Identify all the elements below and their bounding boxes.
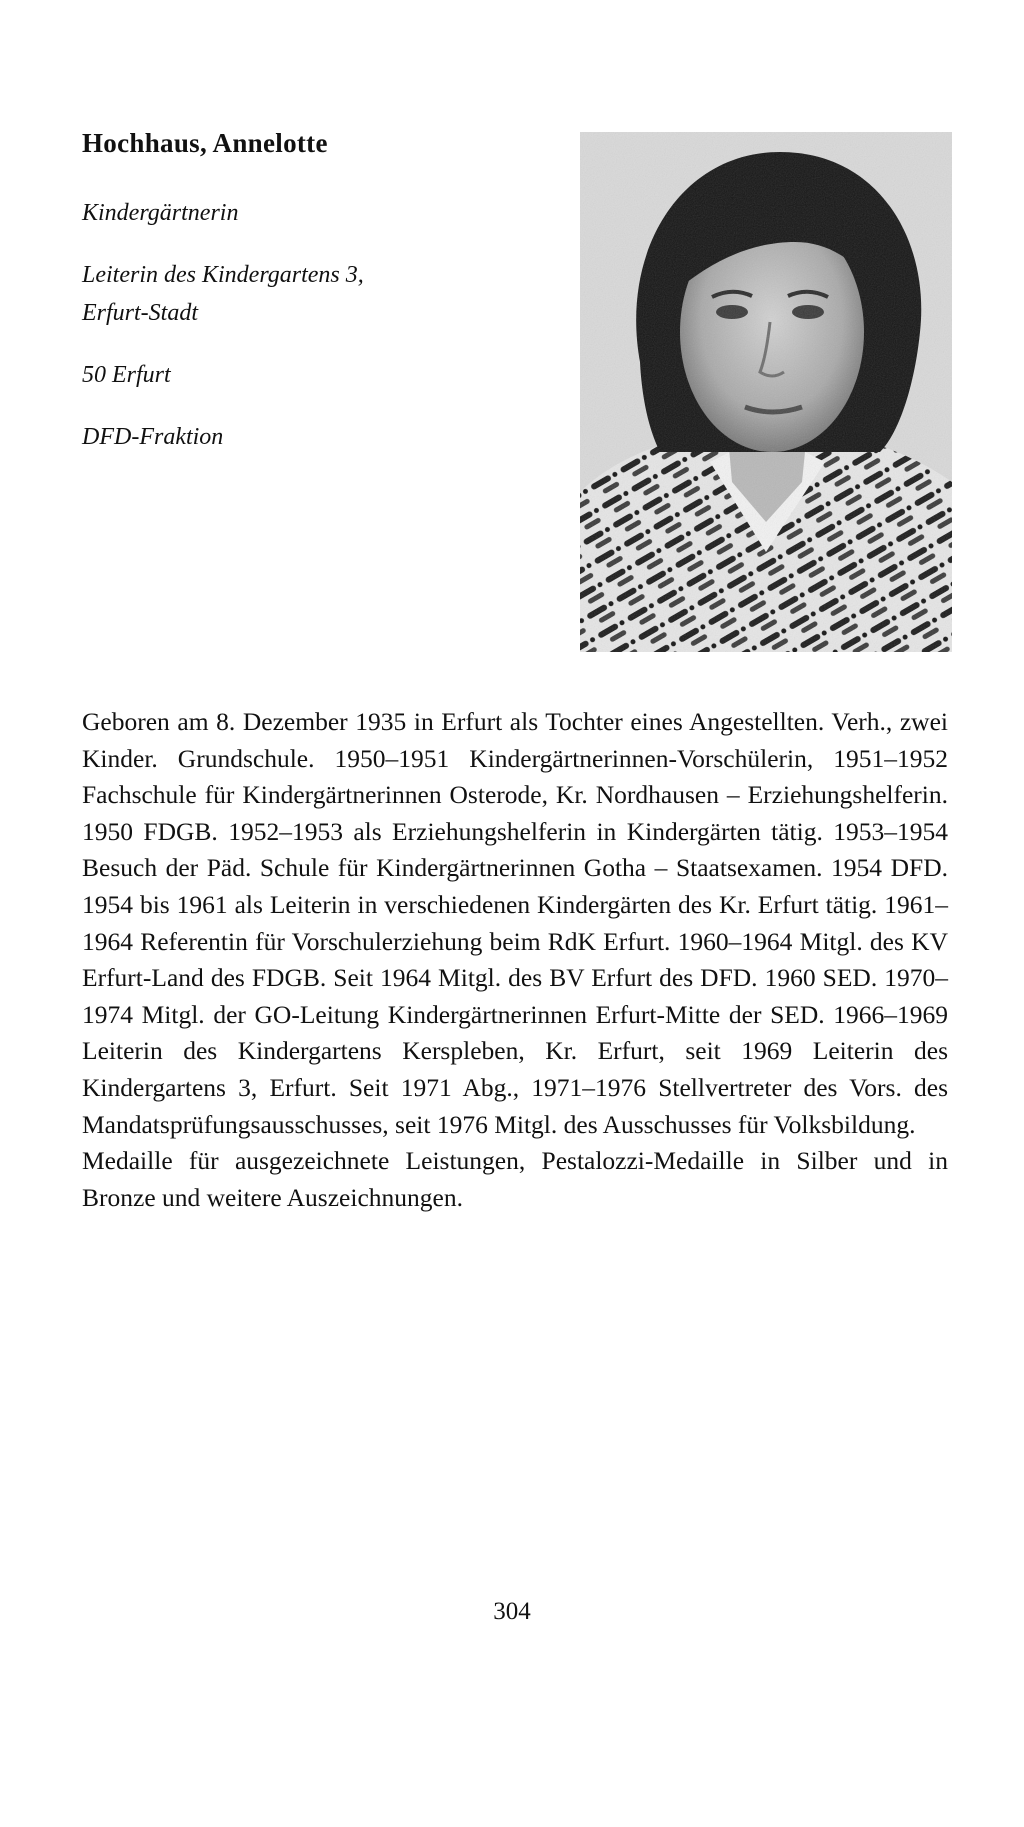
occupation: Kindergärtnerin	[82, 200, 239, 226]
position-line-2: Erfurt-Stadt	[82, 300, 199, 326]
biography-awards: Medaille für ausgezeichnete Leistungen, Pestalozzi-Medaille in Silber und in Bronze und weitere Auszeichnungen.	[82, 1146, 948, 1212]
person-name: Hochhaus, Annelotte	[82, 128, 328, 158]
position	[82, 256, 364, 332]
faction: DFD-Fraktion	[82, 424, 224, 450]
biography	[82, 704, 948, 1216]
portrait-photo-icon	[580, 132, 952, 652]
page-number: 304	[493, 1598, 531, 1625]
portrait-photo	[580, 132, 952, 652]
biography-paragraph: Geboren am 8. Dezember 1935 in Erfurt als Tochter eines Angestellten. Verh., zwei Kinder. Grundschule. 1950–1951 Kindergärtnerinnen-Vorschülerin, 1951–1952 Fachschule für Kindergärtnerinnen Osterode, Kr. Nordhausen – Erziehungshelferin. 1950 FDGB. 1952–1953 als Erziehungshelferin in Kindergärten tätig. 1953–1954 Besuch der Päd. Schule für Kindergärtnerinnen Gotha – Staatsexamen. 1954 DFD. 1954 bis 1961 als Leiterin in verschiedenen Kindergärten des Kr. Erfurt tätig. 1961–1964 Referentin für Vorschulerziehung beim RdK Erfurt. 1960–1964 Mitgl. des KV Erfurt-Land des FDGB. Seit 1964 Mitgl. des BV Erfurt des DFD. 1960 SED. 1970–1974 Mitgl. der GO-Leitung Kindergärtnerinnen Erfurt-Mitte der SED. 1966–1969 Leiterin des Kindergartens Kerspleben, Kr. Erfurt, seit 1969 Leiterin des Kindergartens 3, Erfurt. Seit 1971 Abg., 1971–1976 Stellvertreter des Vors. des Mandatsprüfungsausschusses, seit 1976 Mitgl. des Ausschusses für Volksbildung.	[82, 707, 948, 1139]
place: 50 Erfurt	[82, 362, 171, 388]
position-line-1: Leiterin des Kindergartens 3,	[82, 262, 364, 288]
